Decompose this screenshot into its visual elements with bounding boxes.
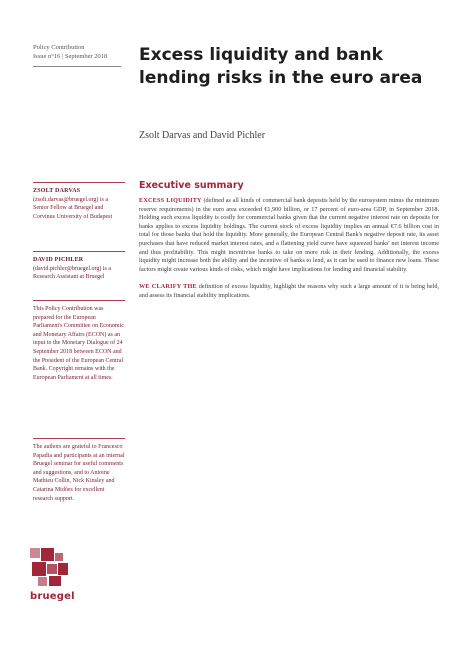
logo-square [55,553,63,561]
author-1-name: ZSOLT DARVAS [33,188,81,194]
meta-divider [33,66,121,67]
paragraph-body: definition of excess liquidity, highlight the reasons why such a large amount of it is being held, and assess its financial stability implications. [139,283,439,299]
sidebar-note-1 [33,300,125,391]
sidebar-divider [33,251,125,252]
author-2-name: DAVID PICHLER [33,257,84,263]
authors-line: Zsolt Darvas and David Pichler [139,130,266,141]
publication-meta [33,44,123,67]
summary-paragraph-1 [139,197,439,274]
section-heading: Executive summary [139,180,244,191]
logo-icon [30,548,70,586]
sidebar-note-1-text: This Policy Contribution was prepared for the European Parliament's Committee on Economic and Monetary Affairs (ECON) as an input to the Monetary Dialogue of 24 September 2018 between ECON and the President of the European Central Bank. Copyright remains with the European Parliament at all times. [33,306,124,381]
logo-square [30,548,40,558]
sidebar-divider [33,300,125,301]
series-label: Policy Contribution [33,44,85,51]
sidebar-note-2-text: The authors are grateful to Francesco Papadia and participants at an internal Bruegel seminar for useful comments and suggestions, and to Antoine Mathieu Collin, Nick Kinsley and Catarina Midões for excellent research support. [33,444,125,502]
bruegel-logo [30,548,75,602]
author-2-bio-block [33,256,125,282]
logo-square [41,548,54,561]
sidebar-divider [33,182,125,183]
author-1-bio: (zsolt.darvas@bruegel.org) is a Senior Fellow at Bruegel and Corvinus University of Budapest [33,196,113,220]
author-1-bio-block [33,187,125,221]
paragraph-lead: EXCESS LIQUIDITY [139,197,202,204]
paragraph-body: (defined as all kinds of commercial bank deposits held by the eurosystem minus the minimum reserve requirements) in the euro area exceeded €1,900 billion, or 17 percent of euro-area GDP, in September 2018. Holding such excess liquidity is costly for commercial banks given that the current negative interest rate on deposits for banks applies to excess liquidity holdings. The current stock of excess liquidity implies an annual €7.6 billion cost in total for those banks that hold the liquidity. More generally, the European Central Bank's negative deposit rate, its asset purchases that have reduced market interest rates, and a flattening yield curve have squeezed banks' net interest income and thus profitability. This might incentivise banks to take on more risk in their lending. Additionally, the excess liquidity might increase both the ability and the incentive of banks to lend, as it can be used to finance new loans. These factors might create various kinds of risks, which might have implications for lending and financial stability. [139,197,439,273]
issue-label: Issue n°16 | September 2018 [33,52,108,60]
page-title: Excess liquidity and bank lending risks in the euro area [139,45,423,88]
sidebar-note-2 [33,438,125,512]
author-2-bio: (david.pichler@bruegel.org) is a Research Assistant at Bruegel [33,265,112,281]
sidebar-divider [33,438,125,439]
logo-square [32,562,46,576]
logo-wordmark: bruegel [30,591,75,602]
logo-square [38,577,47,586]
sidebar-author-2 [33,251,125,291]
sidebar-author-1 [33,182,125,230]
summary-paragraph-2 [139,283,439,300]
paragraph-lead: WE CLARIFY THE [139,283,197,291]
logo-square [49,576,61,586]
logo-square [47,564,57,574]
executive-summary [139,180,439,310]
logo-square [58,563,68,575]
